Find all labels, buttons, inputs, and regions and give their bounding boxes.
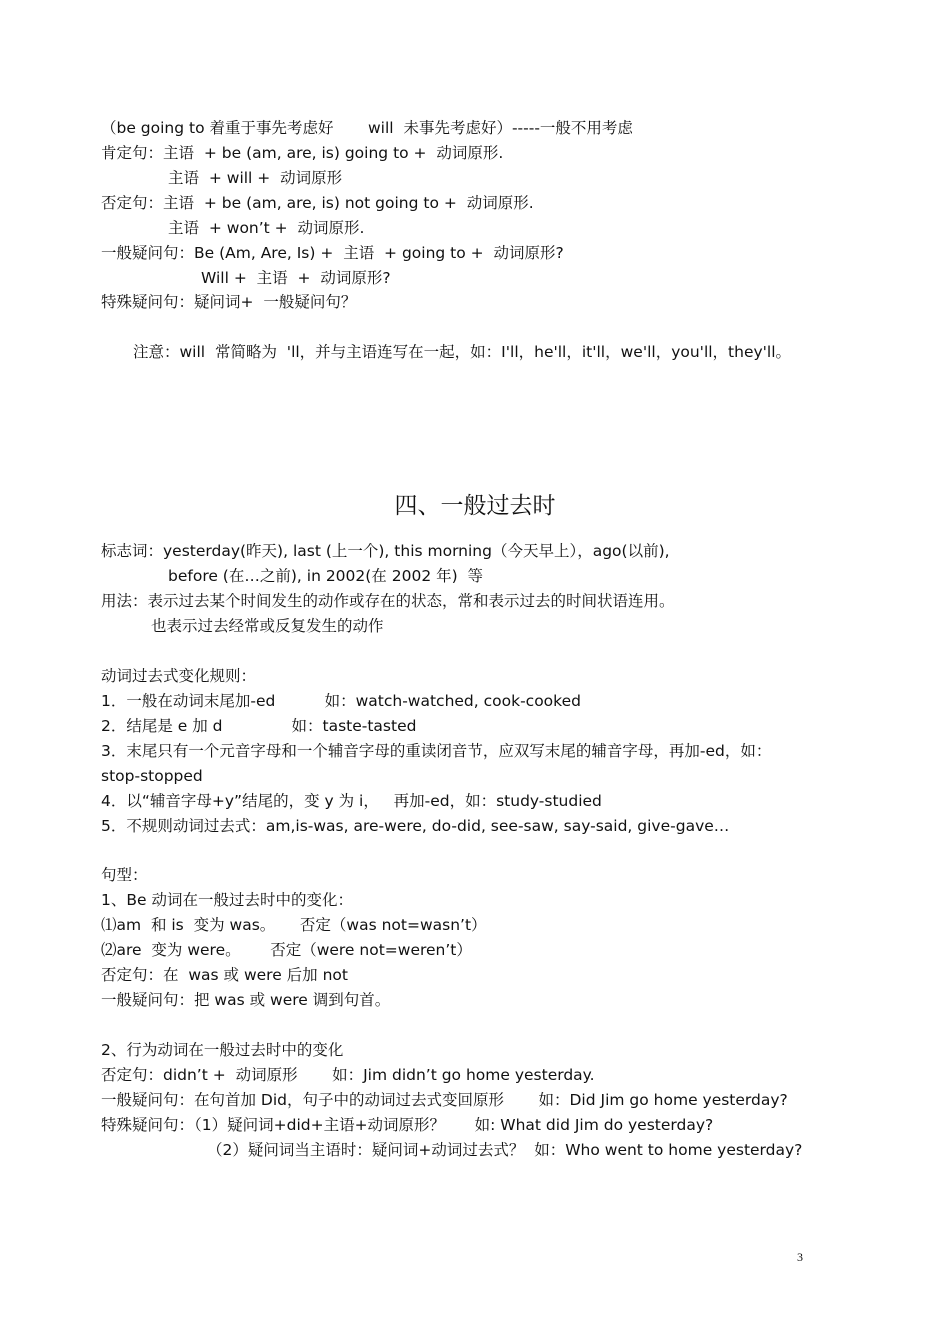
text-line: before (在…之前), in 2002(在 2002 年) 等: [168, 567, 484, 585]
text-line: 一般疑问句：把 was 或 were 调到句首。: [101, 991, 391, 1009]
rule-item: 1．一般在动词末尾加-ed 如：watch-watched, cook-cooked: [101, 692, 581, 710]
text-line: ⑵are 变为 were。 否定（were not=weren’t）: [101, 941, 472, 959]
text-line: 主语 + won’t + 动词原形.: [168, 219, 365, 237]
text-line: （be going to 着重于事先考虑好 will 未事先考虑好）-----一般不用考虑: [101, 119, 633, 137]
text-line: 否定句：主语 + be (am, are, is) not going to + 动词原形.: [101, 194, 534, 212]
text-line: 一般疑问句：在句首加 Did，句子中的动词过去式变回原形 如：Did Jim go home yesterday?: [101, 1091, 788, 1109]
rule-item: 2．结尾是 e 加 d 如：taste-tasted: [101, 717, 417, 735]
text-line: （2）疑问词当主语时：疑问词+动词过去式？ 如：Who went to home yesterday?: [207, 1141, 803, 1159]
text-line: 主语 + will + 动词原形: [168, 169, 343, 187]
subheading: 句型：: [101, 866, 148, 884]
text-line: 否定句：在 was 或 were 后加 not: [101, 966, 348, 984]
text-line: 肯定句：主语 + be (am, are, is) going to + 动词原形.: [101, 144, 504, 162]
text-line: ⑴am 和 is 变为 was。 否定（was not=wasn’t）: [101, 916, 487, 934]
text-line: Will + 主语 + 动词原形?: [201, 269, 391, 287]
text-line: 标志词：yesterday(昨天), last (上一个), this morning（今天早上），ago(以前),: [101, 542, 670, 560]
rule-item-continued: stop-stopped: [101, 767, 203, 785]
text-line: 1、Be 动词在一般过去时中的变化：: [101, 891, 353, 909]
subheading: 2、行为动词在一般过去时中的变化: [101, 1041, 344, 1059]
rule-item: 5．不规则动词过去式：am,is-was, are-were, do-did, see-saw, say-said, give-gave…: [101, 817, 730, 835]
section-title: 四、一般过去时: [394, 493, 556, 519]
text-line: 用法：表示过去某个时间发生的动作或存在的状态，常和表示过去的时间状语连用。: [101, 592, 675, 610]
rule-item: 4．以“辅音字母+y”结尾的，变 y 为 i， 再加-ed，如：study-studied: [101, 792, 602, 810]
text-line: 一般疑问句：Be (Am, Are, Is) + 主语 + going to + 动词原形?: [101, 244, 564, 262]
text-line: 特殊疑问句：（1）疑问词+did+主语+动词原形？ 如: What did Jim do yesterday?: [101, 1116, 714, 1134]
page-number: 3: [797, 1250, 803, 1264]
rule-item: 3．末尾只有一个元音字母和一个辅音字母的重读闭音节，应双写末尾的辅音字母，再加-ed，如：: [101, 742, 772, 760]
text-line: 否定句：didn’t + 动词原形 如：Jim didn’t go home yesterday.: [101, 1066, 595, 1084]
text-line: 特殊疑问句：疑问词+ 一般疑问句？: [101, 293, 357, 311]
text-line: 也表示过去经常或反复发生的动作: [151, 617, 384, 635]
subheading: 动词过去式变化规则：: [101, 667, 257, 685]
note-line: 注意：will 常简略为 'll，并与主语连写在一起，如：I'll，he'll，it'll，we'll，you'll，they'll。: [133, 343, 792, 361]
